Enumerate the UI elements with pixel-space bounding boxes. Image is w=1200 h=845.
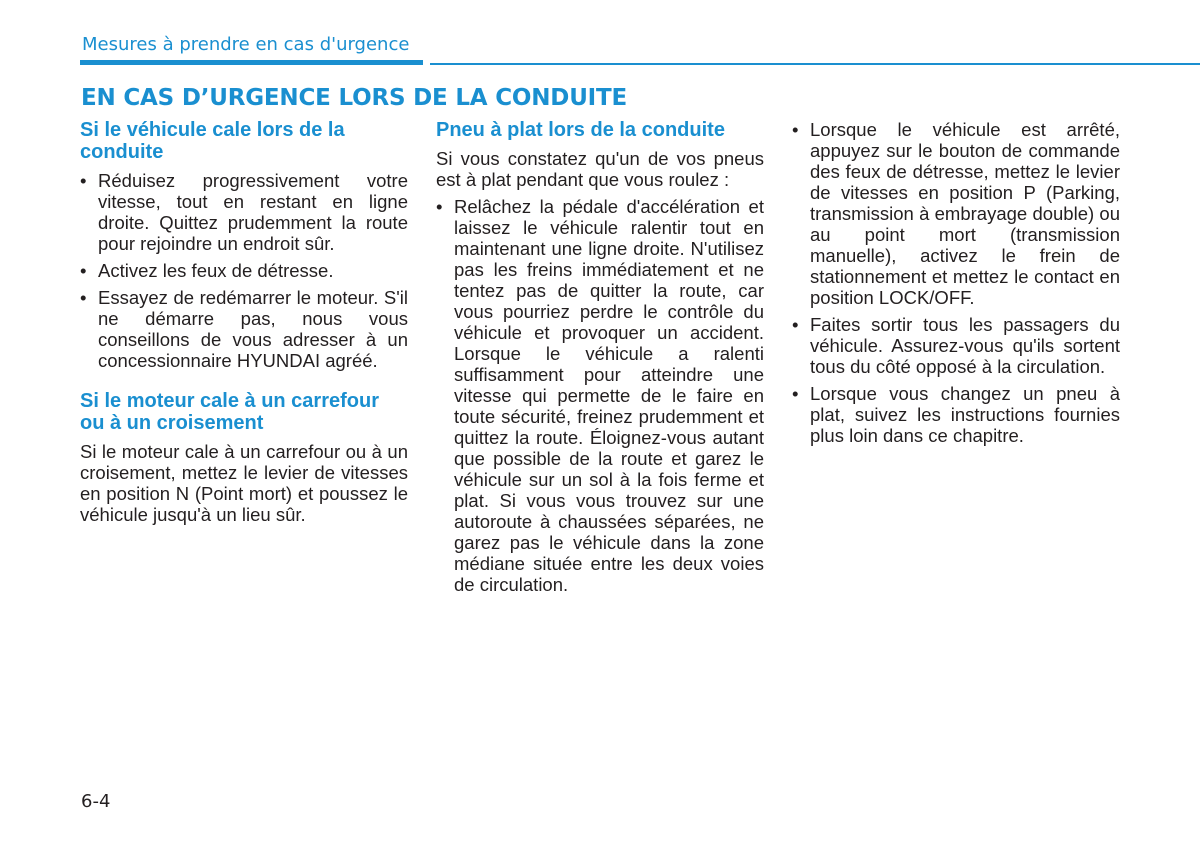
column-3 [792, 119, 1120, 452]
heading-flat-tire: Pneu à plat lors de la conduite [436, 119, 725, 141]
bullet-list-stopped [792, 119, 1120, 446]
header-rule-thick [80, 60, 423, 65]
bullet-icon: • [792, 314, 799, 335]
list-item: • Relâchez la pédale d'accélération et laissez le véhicule ralentir tout en maintenant une ligne droite. N'utilisez pas les freins immédiatement et ne tentez pas de quitter la route, car vous pourriez perdre le contrôle du véhicule et provoquer un accident. Lorsque le véhicule a ralenti suffisamment pour atteindre une vitesse qui permette de le faire en toute sécurité, freinez prudemment et quittez la route. Éloignez-vous autant que possible de la route et garez le véhicule sur un sol à la fois ferme et plat. Si vous vous trouvez sur une autoroute à chaussées séparées, ne garez pas le véhicule dans la zone médiane située entre les deux voies de circulation. [436, 196, 764, 595]
section-header: Mesures à prendre en cas d'urgence [82, 34, 410, 55]
bullet-list-stall [80, 170, 408, 371]
bullet-icon: • [792, 383, 799, 404]
list-item: • Réduisez progressivement votre vitesse, tout en restant en ligne droite. Quittez prudemment la route pour rejoindre un endroit sûr. [80, 170, 408, 254]
paragraph-intersection: Si le moteur cale à un carrefour ou à un croisement, mettez le levier de vitesses en position N (Point mort) et poussez le véhicule jusqu'à un lieu sûr. [80, 441, 408, 525]
list-item: • Lorsque vous changez un pneu à plat, suivez les instructions fournies plus loin dans ce chapitre. [792, 383, 1120, 446]
paragraph-flat-tire-intro: Si vous constatez qu'un de vos pneus est à plat pendant que vous roulez : [436, 148, 764, 190]
heading-engine-stalls-intersection: Si le moteur cale à un carrefour ou à un croisement [80, 390, 379, 434]
list-item: • Activez les feux de détresse. [80, 260, 334, 281]
header-rule-thin [430, 63, 1200, 65]
bullet-icon: • [80, 170, 87, 191]
list-item: • Faites sortir tous les passagers du véhicule. Assurez-vous qu'ils sortent tous du côté opposé à la circulation. [792, 314, 1120, 377]
bullet-list-flat-tire [436, 196, 764, 595]
bullet-icon: • [436, 196, 443, 217]
heading-vehicle-stalls: Si le véhicule cale lors de la conduite [80, 119, 345, 163]
page-number: 6-4 [81, 791, 111, 812]
list-item: • Lorsque le véhicule est arrêté, appuyez sur le bouton de commande des feux de détresse, mettez le levier de vitesses en position P (Parking, transmission à embrayage double) ou au point mort (transmission manuelle), activez le frein de stationnement et mettez le contact en position LOCK/OFF. [792, 119, 1120, 308]
bullet-icon: • [80, 260, 87, 281]
column-2 [436, 119, 764, 601]
page-title: EN CAS D’URGENCE LORS DE LA CONDUITE [81, 85, 628, 111]
bullet-icon: • [80, 287, 87, 308]
list-item: • Essayez de redémarrer le moteur. S'il ne démarre pas, nous vous conseillons de vous adresser à un concessionnaire HYUNDAI agréé. [80, 287, 408, 371]
bullet-icon: • [792, 119, 799, 140]
column-1 [80, 119, 408, 531]
